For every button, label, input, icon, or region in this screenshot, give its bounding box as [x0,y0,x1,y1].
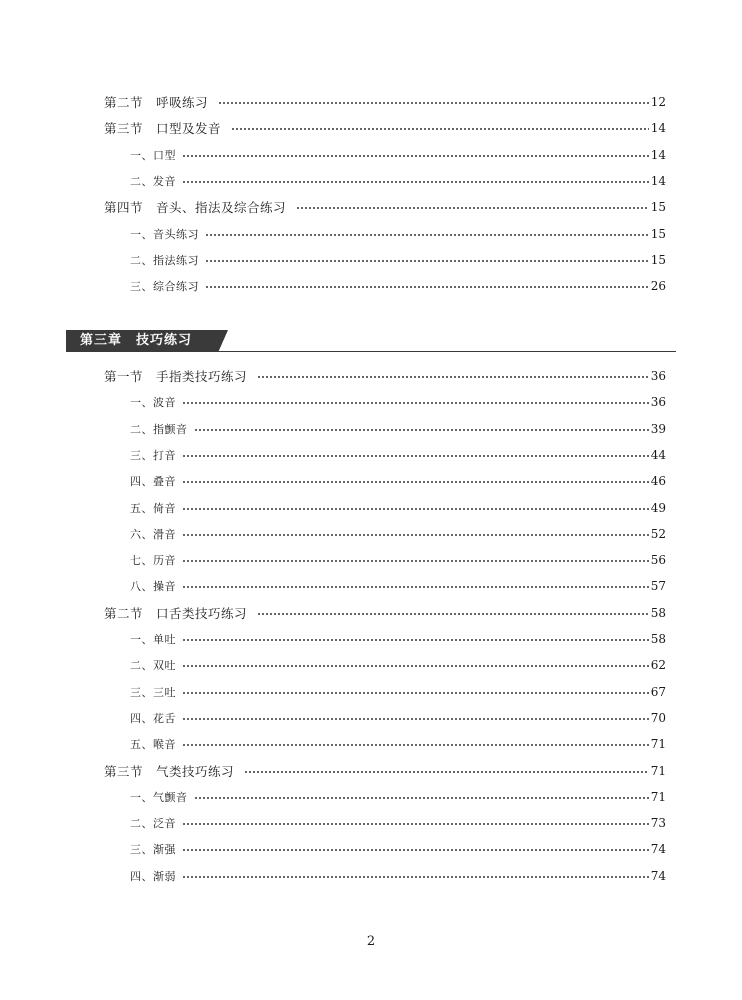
toc-item-entry[interactable] [0,392,742,412]
toc-entry-label: 三、渐强 [130,843,176,857]
dot-leader [182,560,649,562]
dot-leader [182,665,649,667]
toc-item-entry[interactable] [0,576,742,596]
toc-entry-page: 36 [650,395,666,410]
toc-entry-page: 49 [650,500,666,515]
toc-item-entry[interactable] [0,813,742,833]
toc-entry-page: 44 [650,447,666,462]
toc-item-entry[interactable] [0,682,742,702]
toc-entry-label: 第二节 口舌类技巧练习 [104,605,248,621]
toc-entry-page: 71 [650,737,666,752]
toc-entry-label: 二、指颤音 [130,422,188,436]
toc-item-entry[interactable] [0,250,742,270]
toc-entry-label: 五、倚音 [130,501,176,515]
toc-entry-label: 一、音头练习 [130,227,199,241]
toc-item-entry[interactable] [0,276,742,296]
dot-leader [182,481,649,483]
toc-entry-page: 74 [650,842,666,857]
toc-entry-page: 73 [650,816,666,831]
toc-entry-page: 52 [650,526,666,541]
toc-section-entry[interactable] [0,761,742,781]
toc-entry-page: 57 [650,579,666,594]
toc-entry-label: 五、喉音 [130,738,176,752]
toc-item-entry[interactable] [0,708,742,728]
dot-leader [182,455,649,457]
toc-entry-page: 56 [650,553,666,568]
toc-entry-page: 62 [650,658,666,673]
toc-entry-page: 46 [650,474,666,489]
toc-item-entry[interactable] [0,655,742,675]
toc-entry-label: 四、叠音 [130,475,176,489]
toc-entry-label: 三、综合练习 [130,280,199,294]
dot-leader [194,429,649,431]
dot-leader [182,402,649,404]
toc-entry-page: 26 [650,279,666,294]
toc-item-entry[interactable] [0,471,742,491]
dot-leader [205,260,649,262]
toc-entry-label: 三、打音 [130,448,176,462]
dot-leader [205,234,649,236]
toc-entry-label: 二、指法练习 [130,253,199,267]
dot-leader [182,692,649,694]
toc-entry-label: 二、发音 [130,174,176,188]
toc-entry-page: 15 [650,252,666,267]
dot-leader [218,102,649,104]
toc-item-entry[interactable] [0,734,742,754]
toc-entry-label: 四、花舌 [130,711,176,725]
toc-entry-page: 71 [650,789,666,804]
toc-item-entry[interactable] [0,524,742,544]
toc-entry-label: 第三节 气类技巧练习 [104,763,235,779]
toc-item-entry[interactable] [0,866,742,886]
toc-entry-page: 15 [650,200,666,215]
toc-item-entry[interactable] [0,445,742,465]
toc-entry-label: 第一节 手指类技巧练习 [104,369,248,384]
chapter-heading-rule [216,351,676,353]
toc-section-entry[interactable] [0,92,742,112]
dot-leader [194,797,649,799]
toc-entry-label: 二、泛音 [130,817,176,831]
toc-item-entry[interactable] [0,498,742,518]
toc-entry-label: 一、单吐 [130,633,176,646]
dot-leader [182,876,649,878]
toc-entry-page: 58 [650,632,666,646]
toc-entry-label: 三、三吐 [130,685,176,699]
toc-entry-label: 一、气颤音 [130,790,188,804]
chapter-title: 第三章 技巧练习 [80,333,193,348]
toc-entry-page: 15 [650,226,666,241]
toc-entry-page: 36 [650,369,666,383]
toc-entry-page: 12 [650,95,666,109]
dot-leader [182,181,649,183]
toc-entry-label: 六、滑音 [130,527,176,541]
toc-entry-page: 74 [650,868,666,883]
toc-item-entry[interactable] [0,224,742,244]
toc-section-entry[interactable] [0,197,742,217]
toc-item-entry[interactable] [0,171,742,191]
toc-entry-label: 第二节 呼吸练习 [104,95,209,110]
toc-entry-page: 58 [650,605,666,620]
dot-leader [296,207,649,209]
toc-entry-page: 70 [650,710,666,725]
dot-leader [182,155,649,157]
toc-entry-label: 一、波音 [130,396,176,410]
toc-entry-page: 39 [650,421,666,436]
toc-item-entry[interactable] [0,787,742,807]
toc-entry-page: 14 [650,147,666,162]
dot-leader [182,849,649,851]
dot-leader [182,718,649,720]
toc-item-entry[interactable] [0,629,742,649]
toc-section-entry[interactable] [0,603,742,623]
toc-item-entry[interactable] [0,550,742,570]
toc-item-entry[interactable] [0,839,742,859]
dot-leader [182,639,649,641]
dot-leader [182,823,649,825]
dot-leader [257,376,649,378]
toc-section-entry[interactable] [0,366,742,386]
toc-entry-page: 67 [650,684,666,699]
toc-entry-label: 七、历音 [130,554,176,568]
dot-leader [244,771,649,773]
dot-leader [182,534,649,536]
page-number: 2 [366,934,376,949]
toc-section-entry[interactable] [0,118,742,138]
dot-leader [182,586,649,588]
toc-entry-label: 四、渐弱 [130,869,176,883]
toc-entry-label: 第四节 音头、指法及综合练习 [104,200,287,216]
toc-entry-label: 八、操音 [130,580,176,594]
toc-entry-page: 14 [650,121,666,136]
toc-entry-page: 14 [650,173,666,188]
dot-leader [205,286,649,288]
toc-entry-label: 一、口型 [130,148,176,162]
dot-leader [182,744,649,746]
dot-leader [231,128,649,130]
toc-entry-label: 第三节 口型及发音 [104,121,222,137]
chapter-heading [66,330,676,352]
dot-leader [257,613,649,615]
toc-item-entry[interactable] [0,419,742,439]
toc-entry-page: 71 [650,763,666,778]
dot-leader [182,508,649,510]
toc-entry-label: 二、双吐 [130,659,176,673]
toc-item-entry[interactable] [0,145,742,165]
